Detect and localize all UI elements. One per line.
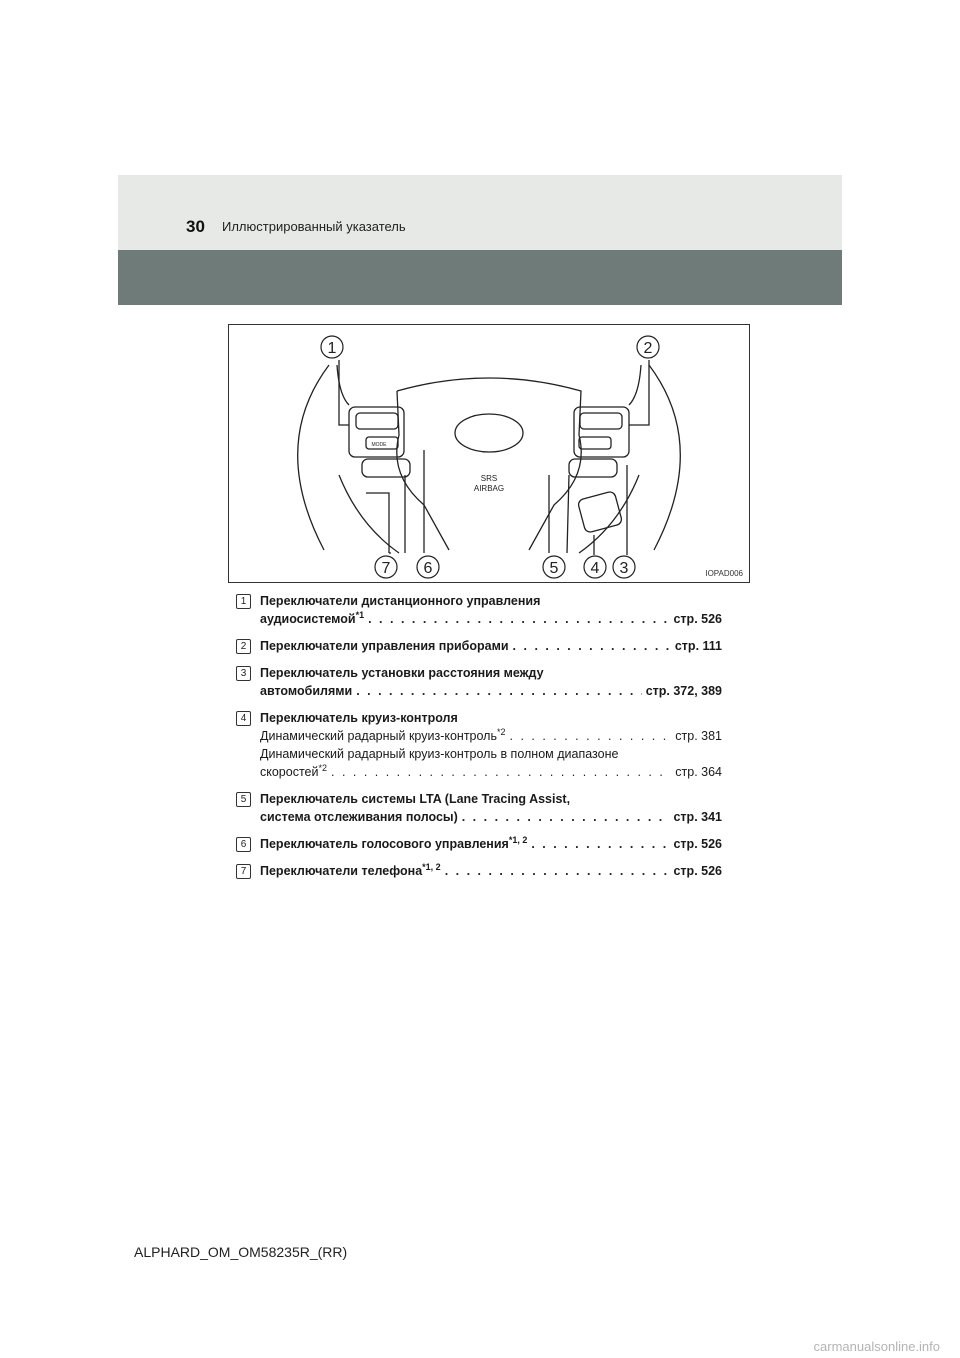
lta-switch-icon	[569, 459, 617, 477]
list-item	[236, 709, 722, 781]
page-ref: стр. 526	[673, 864, 722, 878]
page-ref: стр. 381	[675, 729, 722, 743]
page-ref: стр. 372, 389	[645, 684, 722, 698]
page-ref: стр. 341	[673, 810, 722, 824]
list-item	[236, 592, 722, 628]
page-ref: стр. 526	[673, 837, 722, 851]
item-title: Переключатель круиз-контроля	[260, 711, 458, 725]
leader-dots	[513, 637, 671, 655]
callout-4: 4	[590, 560, 600, 577]
item-title-cont: аудиосистемой$^{*1}$	[260, 609, 365, 626]
item-number: 3	[236, 666, 251, 681]
page-ref: стр. 526	[673, 612, 722, 626]
list-item	[236, 790, 722, 826]
item-number: 2	[236, 639, 251, 654]
callout-2: 2	[643, 340, 653, 357]
cruise-lever-icon	[577, 491, 623, 534]
leader-dots	[445, 862, 670, 880]
horn-pad-icon	[455, 414, 523, 452]
leader-dots	[462, 808, 670, 826]
callout-7: 7	[381, 560, 391, 577]
figure-code: IOPAD006	[705, 569, 743, 578]
sub-item-cont: скоростей$^{*2}$	[260, 762, 327, 779]
item-title: Переключатели дистанционного управления	[260, 594, 541, 608]
item-title-cont: автомобилями	[260, 684, 353, 698]
footer-doc-id: ALPHARD_OM_OM58235R_(RR)	[134, 1244, 348, 1260]
leader-dots	[510, 727, 672, 745]
item-title: Переключатели телефона$^{*1, 2}$	[260, 861, 441, 878]
sub-item: Динамический радарный круиз-контроль$^{*2}$	[260, 726, 506, 743]
item-title: Переключатель системы LTA (Lane Tracing Assist,	[260, 792, 571, 806]
item-number: 7	[236, 864, 251, 879]
item-title-cont: система отслеживания полосы)	[260, 810, 458, 824]
item-title: Переключатели управления приборами	[260, 639, 509, 653]
header-dark-band	[118, 250, 842, 305]
item-number: 1	[236, 594, 251, 609]
section-title: Иллюстрированный указатель	[222, 219, 406, 234]
page-ref: стр. 364	[675, 765, 722, 779]
page-ref: стр. 111	[674, 639, 722, 653]
item-number: 5	[236, 792, 251, 807]
item-number: 4	[236, 711, 251, 726]
item-title: Переключатель установки расстояния между	[260, 666, 544, 680]
page-number: 30	[186, 217, 205, 236]
callout-5: 5	[549, 560, 559, 577]
leader-dots	[356, 682, 642, 700]
sub-item: Динамический радарный круиз-контроль в полном диапазоне	[260, 747, 619, 761]
rim-left-icon	[298, 365, 329, 550]
item-number: 6	[236, 837, 251, 852]
steering-wheel-figure	[228, 324, 750, 583]
list-item	[236, 664, 722, 700]
list-item	[236, 862, 722, 880]
callout-3: 3	[619, 560, 629, 577]
callout-1: 1	[327, 340, 337, 357]
airbag-label-airbag: AIRBAG	[473, 484, 505, 493]
phone-switch-icon	[362, 459, 410, 477]
list-item	[236, 835, 722, 853]
item-title: Переключатель голосового управления$^{*1, 2}$	[260, 834, 528, 851]
rim-right-icon	[649, 365, 680, 550]
airbag-label-srs: SRS	[480, 474, 498, 483]
leader-dots	[331, 763, 671, 781]
mode-button-label: MODE	[371, 442, 387, 448]
leader-dots	[368, 610, 669, 628]
callout-6: 6	[423, 560, 433, 577]
list-item	[236, 637, 722, 655]
watermark: carmanualsonline.info	[813, 1339, 940, 1354]
leader-dots	[531, 835, 669, 853]
steering-wheel-illustration	[229, 325, 749, 582]
legend-list	[236, 592, 722, 889]
